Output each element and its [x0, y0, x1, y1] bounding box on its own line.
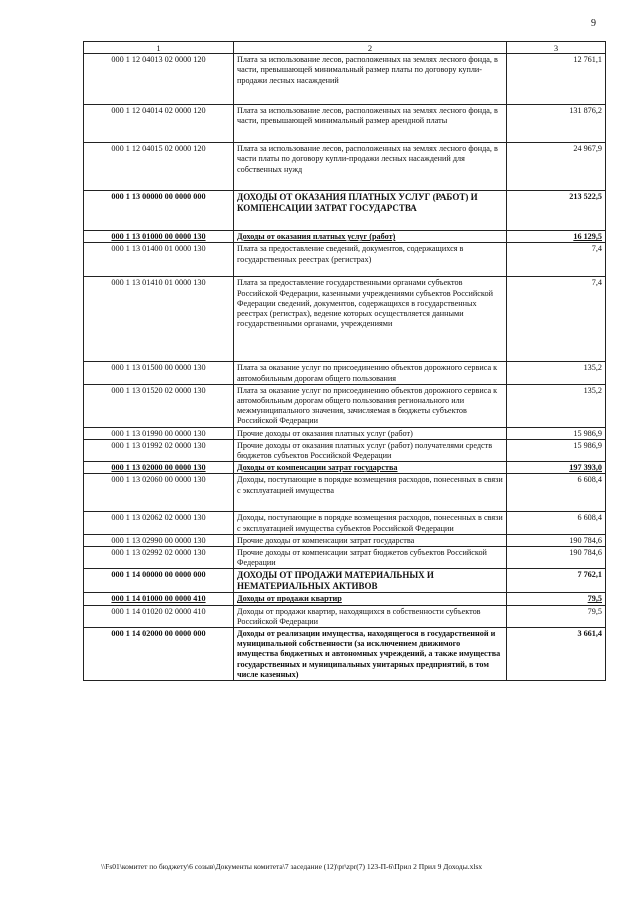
row-code: 000 1 14 01020 02 0000 410 — [84, 605, 234, 627]
row-sum: 7,4 — [507, 277, 606, 362]
table-row — [84, 243, 606, 277]
row-name: Плата за использование лесов, расположенных на землях лесного фонда, в части платы по договору купли-продажи лесных насаждений для собственных нужд — [234, 143, 507, 191]
row-name: Доходы от реализации имущества, находящегося в государственной и муниципальной собственности (за исключением движимого имущества бюджетных и автономных учреждений, а также имущества государственных и муниципальных унитарных предприятий, в том числе казенных) — [234, 628, 507, 681]
row-code: 000 1 13 01500 00 0000 130 — [84, 362, 234, 384]
row-name: Прочие доходы от компенсации затрат бюджетов субъектов Российской Федерации — [234, 547, 507, 569]
row-name-text: Доходы от компенсации затрат государства — [237, 463, 398, 473]
table-row — [84, 605, 606, 627]
row-code: 000 1 14 02000 00 0000 000 — [84, 628, 234, 681]
table-row — [84, 593, 606, 605]
table-row — [84, 474, 606, 512]
row-sum — [507, 462, 606, 474]
row-code-text: 000 1 14 01000 00 0000 410 — [111, 594, 206, 604]
row-sum: 79,5 — [507, 605, 606, 627]
row-sum: 131 876,2 — [507, 105, 606, 143]
revenue-table — [83, 41, 606, 681]
row-name: Плата за предоставление государственными органами субъектов Российской Федерации, казенными учреждениями субъектов Российской Федерации сведений, документов, содержащихся в государственных реестрах (регистрах), ведение которых осуществляется данными государственными органами, учреждениями — [234, 277, 507, 362]
row-code: 000 1 13 01992 02 0000 130 — [84, 439, 234, 461]
table-row — [84, 569, 606, 593]
table-row — [84, 231, 606, 243]
row-sum: 190 784,6 — [507, 547, 606, 569]
row-name: Плата за оказание услуг по присоединению объектов дорожного сервиса к автомобильным дорогам общего пользования — [234, 362, 507, 384]
row-name — [234, 593, 507, 605]
row-name: ДОХОДЫ ОТ ОКАЗАНИЯ ПЛАТНЫХ УСЛУГ (РАБОТ) И КОМПЕНСАЦИИ ЗАТРАТ ГОСУДАРСТВА — [234, 191, 507, 231]
table-row — [84, 143, 606, 191]
row-name: Прочие доходы от оказания платных услуг (работ) — [234, 427, 507, 439]
row-name: Прочие доходы от компенсации затрат государства — [234, 534, 507, 546]
row-code-text: 000 1 13 02000 00 0000 130 — [111, 463, 206, 473]
row-code: 000 1 12 04013 02 0000 120 — [84, 54, 234, 105]
row-sum: 12 761,1 — [507, 54, 606, 105]
header-col-1: 1 — [84, 42, 234, 54]
table-row — [84, 384, 606, 427]
row-name-text: Доходы от оказания платных услуг (работ) — [237, 232, 396, 242]
row-code: 000 1 12 04014 02 0000 120 — [84, 105, 234, 143]
table-row — [84, 277, 606, 362]
table-row — [84, 439, 606, 461]
row-code: 000 1 14 00000 00 0000 000 — [84, 569, 234, 593]
row-sum: 6 608,4 — [507, 474, 606, 512]
row-sum: 15 986,9 — [507, 427, 606, 439]
table-row — [84, 191, 606, 231]
row-sum: 7,4 — [507, 243, 606, 277]
row-sum: 135,2 — [507, 362, 606, 384]
row-name: Прочие доходы от оказания платных услуг (работ) получателями средств бюджетов субъектов Российской Федерации — [234, 439, 507, 461]
row-sum — [507, 231, 606, 243]
row-code: 000 1 13 02990 00 0000 130 — [84, 534, 234, 546]
row-sum-text: 197 393,0 — [569, 463, 602, 473]
table-row — [84, 427, 606, 439]
row-name: Плата за предоставление сведений, документов, содержащихся в государственных реестрах (регистрах) — [234, 243, 507, 277]
row-code: 000 1 12 04015 02 0000 120 — [84, 143, 234, 191]
row-sum-text: 16 129,5 — [573, 232, 602, 242]
table-row — [84, 105, 606, 143]
row-code: 000 1 13 01410 01 0000 130 — [84, 277, 234, 362]
row-sum-text: 79,5 — [587, 594, 602, 604]
row-name: Плата за использование лесов, расположенных на землях лесного фонда, в части, превышающей минимальный размер арендной платы — [234, 105, 507, 143]
table-row — [84, 462, 606, 474]
row-code-text: 000 1 13 01000 00 0000 130 — [111, 232, 206, 242]
row-sum: 135,2 — [507, 384, 606, 427]
table-row — [84, 362, 606, 384]
row-code — [84, 462, 234, 474]
row-code: 000 1 13 02060 00 0000 130 — [84, 474, 234, 512]
table-row — [84, 547, 606, 569]
row-code — [84, 231, 234, 243]
row-name: Доходы, поступающие в порядке возмещения расходов, понесенных в связи с эксплуатацией имущества — [234, 474, 507, 512]
row-sum — [507, 593, 606, 605]
row-sum: 213 522,5 — [507, 191, 606, 231]
file-path-footer: \\Fs01\комитет по бюджету\6 созыв\Документы комитета\7 заседание (12)\pr\zpr(7) 123-П-6\Прил 2 Прил 9 Доходы.xlsx — [101, 862, 483, 871]
page-number: 9 — [591, 18, 596, 29]
row-sum: 7 762,1 — [507, 569, 606, 593]
row-code: 000 1 13 01400 01 0000 130 — [84, 243, 234, 277]
row-name: Доходы от продажи квартир, находящихся в собственности субъектов Российской Федерации — [234, 605, 507, 627]
row-code: 000 1 13 01990 00 0000 130 — [84, 427, 234, 439]
row-name — [234, 462, 507, 474]
row-sum: 15 986,9 — [507, 439, 606, 461]
table-row — [84, 628, 606, 681]
row-name: Плата за использование лесов, расположенных на землях лесного фонда, в части, превышающей минимальный размер платы по договору купли-продажи лесных насаждений — [234, 54, 507, 105]
row-sum: 6 608,4 — [507, 512, 606, 534]
header-col-3: 3 — [507, 42, 606, 54]
row-name: ДОХОДЫ ОТ ПРОДАЖИ МАТЕРИАЛЬНЫХ И НЕМАТЕРИАЛЬНЫХ АКТИВОВ — [234, 569, 507, 593]
row-code: 000 1 13 02992 02 0000 130 — [84, 547, 234, 569]
row-name-text: Доходы от продажи квартир — [237, 594, 342, 604]
row-name: Плата за оказание услуг по присоединению объектов дорожного сервиса к автомобильным дорогам общего пользования регионального или межмуниципального значения, зачисляемая в бюджеты субъектов Российской Федерации — [234, 384, 507, 427]
table-header-row — [84, 42, 606, 54]
row-code: 000 1 13 00000 00 0000 000 — [84, 191, 234, 231]
row-name: Доходы, поступающие в порядке возмещения расходов, понесенных в связи с эксплуатацией имущества субъектов Российской Федерации — [234, 512, 507, 534]
row-sum: 3 661,4 — [507, 628, 606, 681]
table-row — [84, 512, 606, 534]
row-code: 000 1 13 02062 02 0000 130 — [84, 512, 234, 534]
row-sum: 24 967,9 — [507, 143, 606, 191]
row-name — [234, 231, 507, 243]
header-col-2: 2 — [234, 42, 507, 54]
table-row — [84, 534, 606, 546]
row-code: 000 1 13 01520 02 0000 130 — [84, 384, 234, 427]
row-sum: 190 784,6 — [507, 534, 606, 546]
table-row — [84, 54, 606, 105]
row-code — [84, 593, 234, 605]
